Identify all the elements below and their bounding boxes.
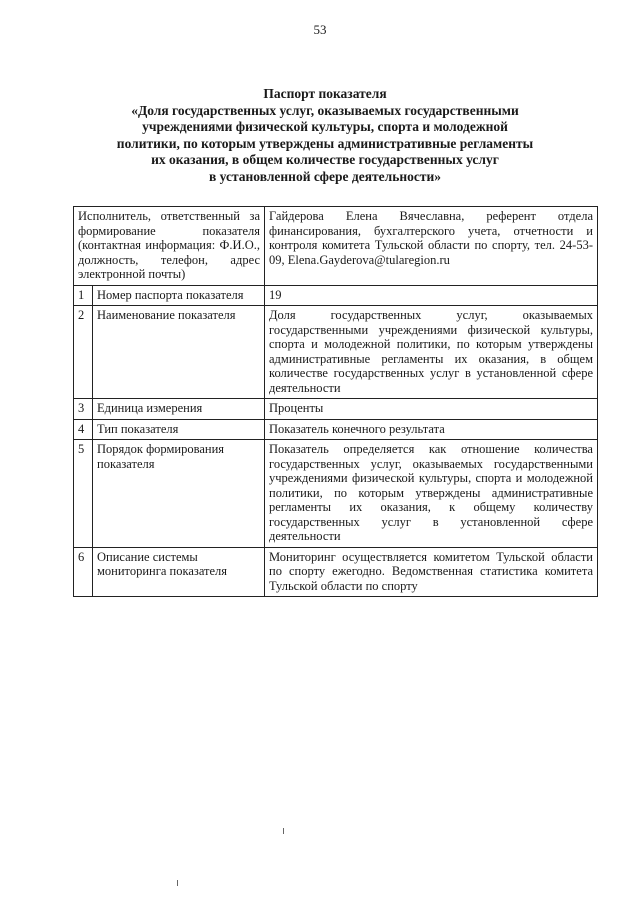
row-value: Проценты	[265, 399, 598, 420]
row-label: Номер паспорта показателя	[93, 285, 265, 306]
row-value: Доля государственных услуг, оказываемых государственными учреждениями физической культуры, спорта и молодежной политики, по которым утверждены административные регламенты их оказания, в общем количестве государственных услуг в установленной сфере деятельности	[265, 306, 598, 399]
row-label: Тип показателя	[93, 419, 265, 440]
document-title	[80, 86, 570, 185]
row-value: Показатель конечного результата	[265, 419, 598, 440]
row-number: 2	[74, 306, 93, 399]
title-line: их оказания, в общем количестве государственных услуг	[151, 152, 499, 167]
row-number: 6	[74, 547, 93, 597]
executor-label: Исполнитель, ответственный за формирование показателя (контактная информация: Ф.И.О., должность, телефон, адрес электронной почты)	[74, 207, 265, 286]
row-label: Единица измерения	[93, 399, 265, 420]
row-label: Наименование показателя	[93, 306, 265, 399]
table-row	[74, 285, 598, 306]
executor-value: Гайдерова Елена Вячеславна, референт отдела финансирования, бухгалтерского учета, отчетности и контроля комитета Тульской области по спорту, тел. 24-53-09, Elena.Gayderova@tularegion.ru	[265, 207, 598, 286]
scan-mark	[177, 880, 178, 886]
passport-table	[73, 206, 598, 597]
table-row	[74, 547, 598, 597]
title-line: Паспорт показателя	[263, 86, 387, 101]
table-row	[74, 419, 598, 440]
table-row-executor	[74, 207, 598, 286]
row-value: Мониторинг осуществляется комитетом Тульской области по спорту ежегодно. Ведомственная статистика комитета Тульской области по спорту	[265, 547, 598, 597]
table-row	[74, 399, 598, 420]
row-number: 1	[74, 285, 93, 306]
table-row	[74, 440, 598, 548]
scan-mark	[283, 828, 284, 834]
table-row	[74, 306, 598, 399]
row-number: 3	[74, 399, 93, 420]
row-label: Описание системы мониторинга показателя	[93, 547, 265, 597]
page-number: 53	[313, 22, 327, 37]
row-number: 4	[74, 419, 93, 440]
row-value: Показатель определяется как отношение количества государственных услуг, оказываемых государственными учреждениями физической культуры, спорта и молодежной политики, по которым утверждены административные регламенты их оказания, к общему количеству государственных услуг в установленной сфере деятельности	[265, 440, 598, 548]
row-value: 19	[265, 285, 598, 306]
title-line: «Доля государственных услуг, оказываемых государственными	[131, 102, 519, 118]
title-line: политики, по которым утверждены административные регламенты	[116, 135, 534, 151]
row-label: Порядок формирования показателя	[93, 440, 265, 548]
title-line: в установленной сфере деятельности»	[208, 168, 442, 184]
title-line: учреждениями физической культуры, спорта и молодежной	[142, 119, 508, 134]
row-number: 5	[74, 440, 93, 548]
